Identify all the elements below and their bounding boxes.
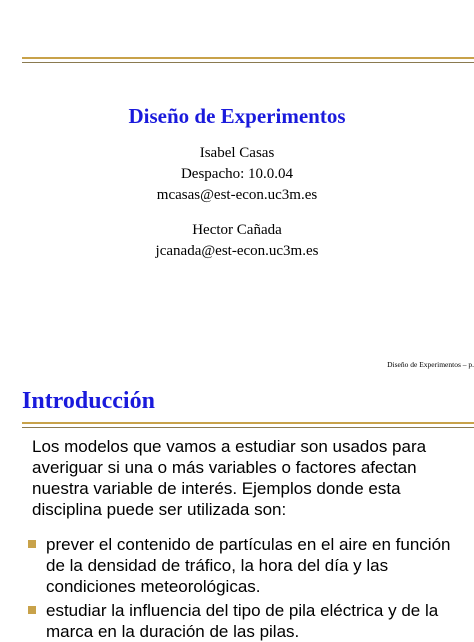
slide-title: Diseño de Experimentos [128,104,346,128]
intro-paragraph: Los modelos que vamos a estudiar son usados para averiguar si una o más variables o factores afectan nuestra variable de interés. Ejemplos donde esta disciplina puede ser utilizada son: [32,437,427,519]
section-rule-thin [22,427,474,428]
top-rule [22,57,474,59]
list-item [46,600,474,642]
section-title: Introducción [22,388,155,414]
office-text: Despacho: 10.0.04 [180,166,294,182]
author-email: mcasas@est-econ.uc3m.es [156,187,318,203]
list-item [46,534,474,597]
slide-footer: Diseño de Experimentos – p. [387,360,474,369]
author-email-2: jcanada@est-econ.uc3m.es [155,243,319,259]
bullet-square-icon [28,540,36,548]
list-item-text: prever el contenido de partículas en el aire en función de la densidad de tráfico, la hora del día y las condiciones meteorológicas. [46,535,451,596]
author-name: Isabel Casas [199,145,275,161]
author-name-2: Hector Cañada [192,222,282,238]
top-rule-thin [22,62,474,63]
section-rule [22,422,474,424]
bullet-square-icon [28,606,36,614]
list-item-text: estudiar la influencia del tipo de pila eléctrica y de la marca en la duración de las pilas. [46,601,439,641]
